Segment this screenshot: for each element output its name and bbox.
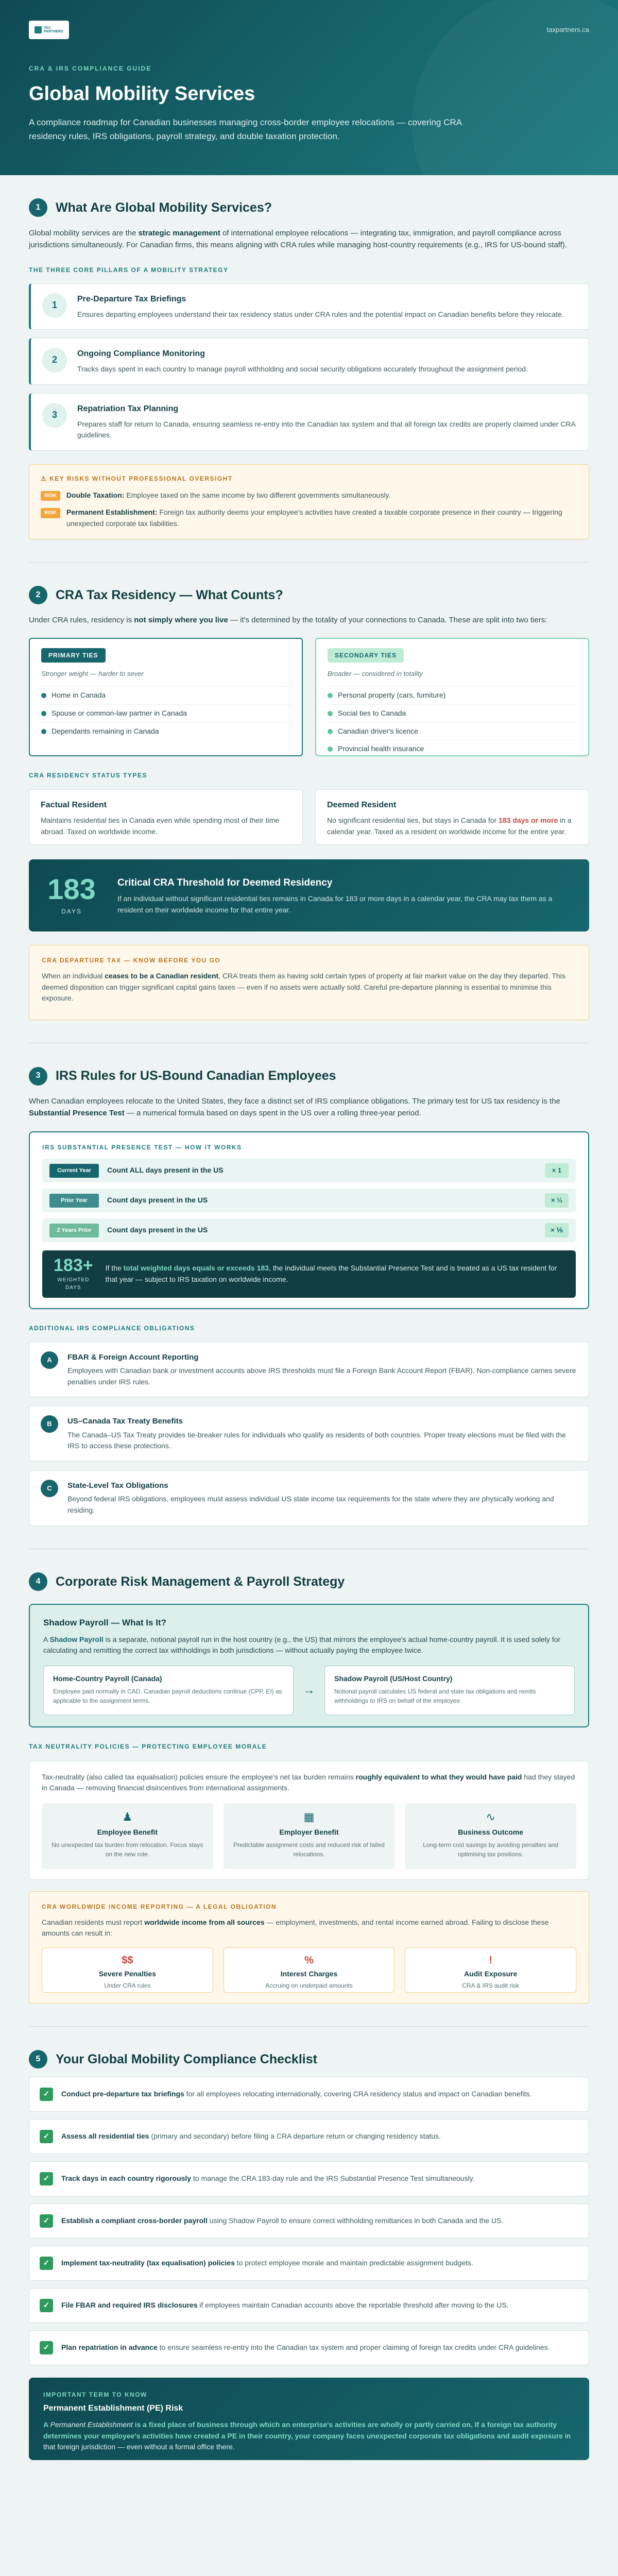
risk-item: RISK Permanent Establishment: Foreign tax authority deems your employee's activities have created a taxable corporate presence in their country — triggering unexpected corporate tax liabilities. <box>41 507 577 529</box>
threshold-title: Critical CRA Threshold for Deemed Residency <box>117 877 333 888</box>
secondary-ties-badge: SECONDARY TIES <box>328 648 404 663</box>
bullet-icon <box>328 693 333 698</box>
host-payroll-title: Shadow Payroll (US/Host Country) <box>334 1674 453 1683</box>
checklist-item[interactable]: ✓ Implement tax-neutrality (tax equalisation) policies to protect employee morale and maintain predictable assignment budgets. <box>29 2246 589 2281</box>
pillar-title: Pre-Departure Tax Briefings <box>77 294 186 303</box>
pillar-number: 3 <box>42 403 67 428</box>
penalty-text: Accruing on underpaid amounts <box>265 1981 353 1989</box>
section-number: 2 <box>29 586 47 604</box>
checkbox-checked-icon[interactable]: ✓ <box>40 2088 53 2101</box>
pillar-text: Tracks days spent in each country to manage payroll withholding and social security obligations accurately throughout the assignment period. <box>77 365 528 374</box>
section-number: 5 <box>29 2050 47 2069</box>
primary-ties-badge: PRIMARY TIES <box>41 648 106 663</box>
page-subtitle: A compliance roadmap for Canadian businesses managing cross-border employee relocations — covering CRA residency rules, IRS obligations, payroll strategy, and double taxation protection. <box>29 117 462 141</box>
bullet-icon <box>41 693 46 698</box>
page-title: Global Mobility Services <box>29 82 255 105</box>
checklist-item[interactable]: ✓ Conduct pre-departure tax briefings for all employees relocating internationally, covering CRA residency status and impact on Canadian benefits. <box>29 2077 589 2112</box>
benefit-title: Employer Benefit <box>279 1827 339 1836</box>
penalty-title: Audit Exposure <box>464 1969 518 1978</box>
checklist-item[interactable]: ✓ Plan repatriation in advance to ensure seamless re-entry into the Canadian tax system and proper claiming of foreign tax credits under CRA guidelines. <box>29 2330 589 2365</box>
threshold-text: If an individual without significant residential ties remains in Canada for 183 or more days in a calendar year, the CRA may tax them as a resident on their worldwide income for that entire year. <box>117 894 553 914</box>
building-icon: ▦ <box>303 1810 315 1823</box>
neutrality-text: Tax-neutrality (also called tax equalisation) policies ensure the employee's net tax burden remains roughly equivalent to what they would have paid had they stayed in Canada — removing financial disincentives from international assignments. <box>42 1772 575 1792</box>
result-unit: WEIGHTED DAYS <box>57 1277 90 1291</box>
checklist-item[interactable]: ✓ File FBAR and required IRS disclosures if employees maintain Canadian accounts above the reportable threshold after moving to the US. <box>29 2288 589 2323</box>
spt-row <box>42 1159 576 1182</box>
spt-row <box>42 1189 576 1212</box>
penalty-title: Severe Penalties <box>98 1969 156 1978</box>
obligation-title: State-Level Tax Obligations <box>67 1481 168 1490</box>
percent-icon: % <box>304 1954 314 1966</box>
result-number: 183+ <box>54 1255 93 1275</box>
spt-rule: Count days present in the US <box>107 1226 208 1234</box>
logo-mark-icon <box>35 26 42 33</box>
neutrality-label: TAX NEUTRALITY POLICIES — PROTECTING EMPLOYEE MORALE <box>29 1743 267 1751</box>
pillar-title: Repatriation Tax Planning <box>77 404 179 413</box>
shadow-payroll-title: Shadow Payroll — What Is It? <box>43 1618 166 1628</box>
section-number: 3 <box>29 1067 47 1086</box>
obligation-card <box>29 1342 589 1398</box>
pillar-card <box>29 283 589 330</box>
hero-eyebrow: CRA & IRS COMPLIANCE GUIDE <box>29 65 152 72</box>
benefit-text: No unexpected tax burden from relocation. Focus stays on the new role. <box>52 1841 203 1858</box>
hero-banner <box>0 0 618 175</box>
obligation-card <box>29 1405 589 1462</box>
shadow-payroll-text: A Shadow Payroll is a separate, notional payroll run in the host country (e.g., the US) that mirrors the employee's actual home-country payroll. It is used solely for calculating and remitting the correct tax withholdings in both jurisdictions — without actually paying the employee twice. <box>43 1635 561 1655</box>
pillar-title: Ongoing Compliance Monitoring <box>77 349 205 359</box>
benefit-card <box>42 1803 213 1869</box>
alert-icon: ! <box>489 1954 493 1966</box>
section-divider <box>29 562 589 563</box>
section-title: What Are Global Mobility Services? <box>56 200 272 215</box>
section-title: Corporate Risk Management & Payroll Strategy <box>56 1574 345 1589</box>
pillar-number: 2 <box>42 348 67 372</box>
pillar-card <box>29 338 589 384</box>
logo-text: TAX PARTNERS <box>44 26 63 33</box>
status-text: No significant residential ties, but stays in Canada for 183 days or more in a calendar year. Taxed as a resident on worldwide income for the entire year. <box>327 816 572 836</box>
secondary-ties-caption: Broader — considered in totality <box>328 670 423 678</box>
benefit-title: Employee Benefit <box>97 1827 158 1836</box>
section-what-is <box>0 198 618 539</box>
bullet-icon <box>328 711 333 716</box>
benefit-text: Long-term cost savings by avoiding penalties and optimising tax positions. <box>423 1841 559 1858</box>
host-payroll-box <box>324 1666 575 1715</box>
pillar-text: Prepares staff for return to Canada, ensuring seamless re-entry into the Canadian tax system and that all foreign tax credits are properly claimed under CRA guidelines. <box>77 419 576 439</box>
pe-risk-card <box>29 2378 589 2460</box>
worldwide-label: CRA WORLDWIDE INCOME REPORTING — A LEGAL OBLIGATION <box>42 1903 277 1910</box>
spt-weight: × 1 <box>545 1163 569 1178</box>
checklist-item[interactable]: ✓ Assess all residential ties (primary and secondary) before filing a CRA departure return or changing residency status. <box>29 2119 589 2154</box>
deemed-resident-card <box>315 789 589 845</box>
status-text: Maintains residential ties in Canada even while spending most of their time abroad. Taxed on worldwide income. <box>41 816 280 836</box>
threshold-unit: DAYS <box>61 907 82 915</box>
secondary-ties-card <box>315 638 589 756</box>
spt-row <box>42 1218 576 1242</box>
list-item: Home in Canada <box>41 686 290 704</box>
departure-text: When an individual ceases to be a Canadian resident, CRA treats them as having sold certain types of property at fair market value on the day they departed. This deemed disposition can trigger significant capital gains taxes — even if no assets were actually sold. Careful pre-departure planning is essential to minimise this exposure. <box>42 971 565 1003</box>
penalty-text: CRA & IRS audit risk <box>462 1981 520 1989</box>
pillar-text: Ensures departing employees understand their tax residency status under CRA rules and the potential impact on Canadian benefits before they relocate. <box>77 310 564 318</box>
checklist-item[interactable]: ✓ Establish a compliant cross-border payroll using Shadow Payroll to ensure correct withholding remittances in both Canada and the US. <box>29 2204 589 2239</box>
list-item: Social ties to Canada <box>328 704 577 722</box>
departure-tax-callout <box>29 945 589 1020</box>
substantial-presence-test-card <box>29 1131 589 1309</box>
checkbox-checked-icon[interactable]: ✓ <box>40 2341 53 2354</box>
threshold-number: 183 <box>47 872 96 905</box>
site-link[interactable]: taxpartners.ca <box>546 25 589 33</box>
list-item: Provincial health insurance <box>328 740 577 758</box>
list-item: Dependants remaining in Canada <box>41 722 290 740</box>
spt-rule: Count days present in the US <box>107 1196 208 1205</box>
list-item: Personal property (cars, furniture) <box>328 686 577 704</box>
spt-rule: Count ALL days present in the US <box>107 1166 224 1175</box>
home-payroll-title: Home-Country Payroll (Canada) <box>53 1674 162 1683</box>
threshold-banner <box>29 859 589 931</box>
obligation-text: Beyond federal IRS obligations, employees must assess individual US state income tax requirements for the state where they are physically working and residing. <box>67 1495 554 1514</box>
section-intro: Global mobility services are the strategic management of international employee relocations — integrating tax, immigration, and payroll compliance across jurisdictions simultaneously. For Canadian firms, this means aligning with CRA rules while managing host-country requirements (e.g., IRS for US-bound staff). <box>29 228 567 249</box>
obligation-badge: A <box>41 1351 58 1369</box>
spt-year: Current Year <box>49 1164 99 1178</box>
section-title: Your Global Mobility Compliance Checklist <box>56 2052 317 2066</box>
benefit-card <box>224 1803 395 1869</box>
spt-weight: × ⅙ <box>545 1223 569 1238</box>
pillar-card <box>29 393 589 451</box>
penalty-card <box>42 1947 213 1993</box>
home-payroll-text: Employee paid normally in CAD. Canadian payroll deductions continue (CPP, EI) as applicable to the assignment terms. <box>53 1687 282 1705</box>
penalty-title: Interest Charges <box>280 1969 338 1978</box>
dollar-icon: $$ <box>122 1954 133 1966</box>
tax-neutrality-card <box>29 1761 589 1880</box>
section-intro: Under CRA rules, residency is not simply where you live — it's determined by the totality of your connections to Canada. These are split into two tiers: <box>29 616 547 625</box>
checkbox-checked-icon[interactable]: ✓ <box>40 2214 53 2228</box>
departure-label: CRA DEPARTURE TAX — KNOW BEFORE YOU GO <box>42 957 221 964</box>
obligations-label: ADDITIONAL IRS COMPLIANCE OBLIGATIONS <box>29 1325 195 1332</box>
obligation-badge: C <box>41 1480 58 1497</box>
factual-resident-card <box>29 789 303 845</box>
worldwide-text: Canadian residents must report worldwide income from all sources — employment, investments, and rental income earned abroad. Failing to disclose these amounts can result in: <box>42 1918 549 1938</box>
section-checklist <box>0 2049 618 2460</box>
risk-item: RISK Double Taxation: Employee taxed on the same income by two different governments simultaneously. <box>41 490 577 501</box>
checklist-item[interactable]: ✓ Track days in each country rigorously to manage the CRA 183-day rule and the IRS Substantial Presence Test simultaneously. <box>29 2161 589 2196</box>
section-title: CRA Tax Residency — What Counts? <box>56 587 283 602</box>
risk-label: ⚠ KEY RISKS WITHOUT PROFESSIONAL OVERSIGHT <box>41 474 233 482</box>
checkbox-checked-icon[interactable]: ✓ <box>40 2299 53 2312</box>
benefit-text: Predictable assignment costs and reduced risk of failed relocations. <box>233 1841 385 1858</box>
checkbox-checked-icon[interactable]: ✓ <box>40 2130 53 2143</box>
penalty-text: Under CRA rules <box>104 1981 151 1989</box>
penalty-card <box>224 1947 395 1993</box>
pillar-number: 1 <box>42 293 67 318</box>
result-text: If the total weighted days equals or exceeds 183, the individual meets the Substantial Presence Test and is treated as a US tax resident for that year — subject to IRS taxation on worldwide income. <box>105 1264 557 1284</box>
obligation-title: US–Canada Tax Treaty Benefits <box>67 1417 183 1426</box>
risk-tag: RISK <box>41 508 60 518</box>
shadow-payroll-card <box>29 1604 589 1727</box>
list-item: Canadian driver's licence <box>328 722 577 740</box>
spt-year: Prior Year <box>49 1194 99 1208</box>
section-number: 1 <box>29 198 47 217</box>
section-corporate-risk <box>0 1572 618 2004</box>
status-title: Deemed Resident <box>327 801 397 810</box>
benefit-title: Business Outcome <box>458 1827 524 1836</box>
arrow-right-icon: → <box>303 1683 315 1698</box>
obligation-card <box>29 1470 589 1526</box>
checkbox-checked-icon[interactable]: ✓ <box>40 2257 53 2270</box>
pe-title: Permanent Establishment (PE) Risk <box>43 2404 183 2413</box>
penalty-card <box>405 1947 576 1993</box>
pe-text: A Permanent Establishment is a fixed place of business through which an enterprise's activities are wholly or partly carried on. If a foreign tax authority determines your employee's activities have created a PE in their country, your company faces unexpected corporate tax obligations and audit exposure in that foreign jurisdiction — even without a formal office there. <box>43 2420 571 2451</box>
worldwide-income-callout <box>29 1891 589 2004</box>
risk-tag: RISK <box>41 491 60 501</box>
section-title: IRS Rules for US-Bound Canadian Employees <box>56 1069 336 1083</box>
status-label: CRA RESIDENCY STATUS TYPES <box>29 771 147 779</box>
section-number: 4 <box>29 1572 47 1591</box>
employee-icon: ♟ <box>122 1810 133 1823</box>
benefit-card <box>405 1803 576 1869</box>
checkbox-checked-icon[interactable]: ✓ <box>40 2172 53 2185</box>
pillars-label: THE THREE CORE PILLARS OF A MOBILITY STRATEGY <box>29 266 229 274</box>
spt-label: IRS SUBSTANTIAL PRESENCE TEST — HOW IT WORKS <box>42 1144 242 1151</box>
host-payroll-text: Notional payroll calculates US federal and state tax obligations and remits withholdings to IRS on behalf of the employee. <box>334 1687 536 1705</box>
risk-callout <box>29 464 589 539</box>
section-divider <box>29 2026 589 2027</box>
obligation-badge: B <box>41 1415 58 1433</box>
bullet-icon <box>41 729 46 734</box>
trend-icon: ∿ <box>486 1810 495 1823</box>
obligation-text: The Canada–US Tax Treaty provides tie-breaker rules for individuals who qualify as residents of both countries. Proper treaty elections must be filed with the IRS to access these protections. <box>67 1430 566 1450</box>
home-payroll-box <box>43 1666 294 1715</box>
payroll-flow <box>43 1666 575 1715</box>
spt-weight: × ⅓ <box>545 1193 569 1208</box>
spt-result <box>42 1250 576 1298</box>
bullet-icon <box>328 729 333 734</box>
section-intro: When Canadian employees relocate to the United States, they face a distinct set of IRS compliance obligations. The primary test for US tax residency is the Substantial Presence Test — a numerical formula based on days spent in the US over a rolling three-year period. <box>29 1096 560 1118</box>
obligation-title: FBAR & Foreign Account Reporting <box>67 1352 199 1362</box>
primary-ties-card <box>29 638 303 756</box>
company-logo[interactable] <box>29 21 69 39</box>
status-title: Factual Resident <box>41 801 107 810</box>
section-cra-residency <box>0 585 618 1021</box>
bullet-icon <box>41 711 46 716</box>
pe-label: IMPORTANT TERM TO KNOW <box>43 2391 147 2398</box>
list-item: Spouse or common-law partner in Canada <box>41 704 290 722</box>
spt-year: 2 Years Prior <box>49 1224 99 1238</box>
primary-ties-caption: Stronger weight — harder to sever <box>41 670 144 678</box>
section-irs-rules <box>0 1066 618 1526</box>
obligation-text: Employees with Canadian bank or investment accounts above IRS thresholds must file a Foreign Bank Account Report (FBAR). Non-compliance carries severe penalties under IRS rules. <box>67 1366 576 1386</box>
bullet-icon <box>328 747 333 752</box>
